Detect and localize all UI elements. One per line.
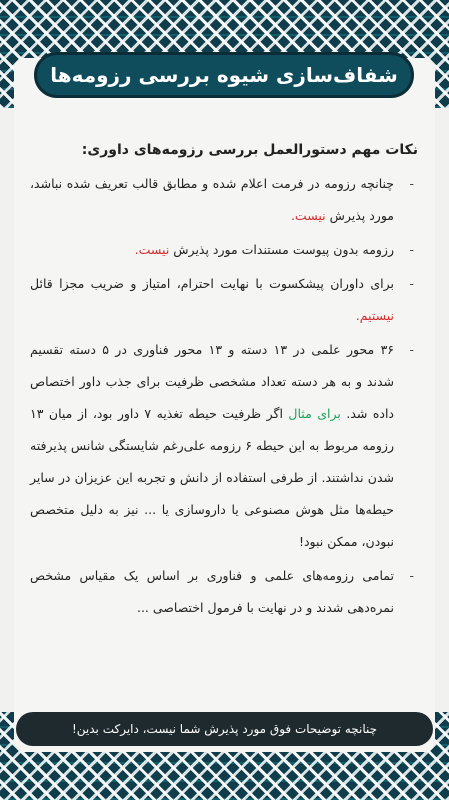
notes-list xyxy=(30,168,418,624)
note-text: ۳۶ محور علمی در ۱۳ دسته و ۱۳ محور فناوری در ۵ دسته تقسیم شدند و به هر دسته تعداد مشخصی ظرفیت برای جذب داور اختصاص داده شد. xyxy=(30,342,394,421)
note-text: تمامی رزومه‌های علمی و فناوری بر اساس یک مقیاس مشخص نمره‌دهی شدند و در نهایت با فرمول اختصاصی ... xyxy=(30,568,394,615)
note-text: اگر ظرفیت حیطه تغذیه ۷ داور بود، از میان ۱۳ رزومه مربوط به این حیطه ۶ رزومه علی‌رغم شایستگی شانس پذیرفته شدن نداشتند. از طرفی استفاده از دانش و تجربه این عزیزان در سایر حیطه‌ها مثل هوش مصنوعی یا داروسازی یا ... نیز به دلیل متخصص نبودن، ممکن نبود! xyxy=(30,406,394,549)
note-item xyxy=(30,168,418,232)
notes-heading: نکات مهم دستورالعمل بررسی رزومه‌های داوری: xyxy=(81,142,418,158)
note-item xyxy=(30,334,418,558)
note-text: چنانچه رزومه در فرمت اعلام شده و مطابق قالب تعریف شده نباشد، مورد پذیرش xyxy=(30,176,394,223)
bullet-dash: - xyxy=(409,342,414,357)
bullet-dash: - xyxy=(409,276,414,291)
note-item xyxy=(30,560,418,624)
note-text: رزومه بدون پیوست مستندات مورد پذیرش xyxy=(169,242,394,257)
note-text: برای داوران پیشکسوت با نهایت احترام، امتیاز و ضریب مجزا قائل xyxy=(30,276,394,291)
note-item xyxy=(30,234,418,266)
note-item xyxy=(30,268,418,332)
page-title: شفاف‌سازی شیوه بررسی رزومه‌ها xyxy=(34,52,414,98)
bullet-dash: - xyxy=(409,568,414,583)
note-emphasis-red: نیستیم. xyxy=(355,308,394,323)
footer-banner: چنانچه توضیحات فوق مورد پذیرش شما نیست، دایرکت بدین! xyxy=(16,712,433,746)
note-emphasis-red: نیست. xyxy=(134,242,170,257)
note-emphasis-green: برای مثال xyxy=(288,406,341,421)
bullet-dash: - xyxy=(409,176,414,191)
note-emphasis-red: نیست. xyxy=(290,208,326,223)
notes-section xyxy=(30,138,418,626)
bullet-dash: - xyxy=(409,242,414,257)
